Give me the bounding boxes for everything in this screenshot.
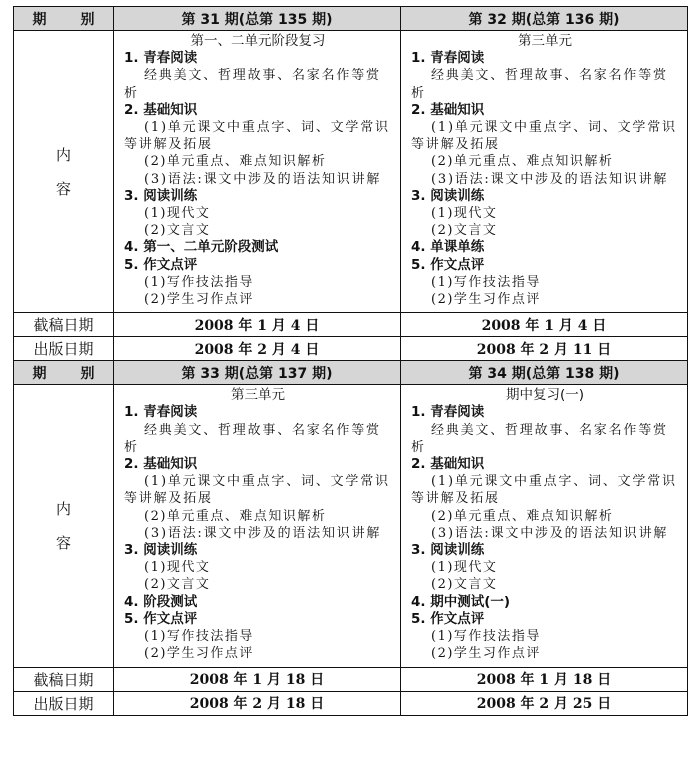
issue-content <box>401 385 688 667</box>
issue-header-row <box>14 361 688 385</box>
section-heading: 1. 青春阅读 <box>411 404 485 421</box>
section-heading: 4. 单课单练 <box>411 239 485 256</box>
issue-number: 第 34 期(总第 138 期) <box>401 361 688 385</box>
publish-date: 2008 年 2 月 25 日 <box>401 691 688 715</box>
section-heading: 2. 基础知识 <box>411 456 485 473</box>
issue-schedule-table <box>13 6 688 716</box>
deadline-row <box>14 313 688 337</box>
content-label-char: 内 <box>55 499 71 518</box>
section-item: (1)现代文 <box>431 560 498 576</box>
section-heading: 5. 作文点评 <box>124 610 198 627</box>
section-item: (1)现代文 <box>431 206 498 222</box>
section-heading: 5. 作文点评 <box>411 610 485 627</box>
content-label-char: 内 <box>55 145 71 164</box>
section-heading: 3. 阅读训练 <box>411 187 485 204</box>
section-heading: 3. 阅读训练 <box>124 187 198 204</box>
section-item: (2)单元重点、难点知识解析 <box>431 154 614 170</box>
issue-label <box>14 361 114 385</box>
publish-row <box>14 691 688 715</box>
section-heading: 3. 阅读训练 <box>124 542 198 559</box>
section-text: 经典美文、哲理故事、名家名作等赏析 <box>411 68 668 101</box>
issue-content <box>401 31 688 313</box>
section-item: (2)文言文 <box>144 223 211 239</box>
issue-label-char: 别 <box>80 365 95 382</box>
section-item: (2)文言文 <box>431 223 498 239</box>
deadline-date: 2008 年 1 月 4 日 <box>114 313 401 337</box>
section-item: (3)语法:课文中涉及的语法知识讲解 <box>431 171 669 187</box>
section-item: (2)学生习作点评 <box>431 292 541 308</box>
section-heading: 2. 基础知识 <box>124 101 198 118</box>
schedule-table-wrapper <box>13 6 687 716</box>
section-heading: 1. 青春阅读 <box>124 50 198 67</box>
publish-date: 2008 年 2 月 11 日 <box>401 337 688 361</box>
section-item: (2)单元重点、难点知识解析 <box>431 508 614 524</box>
section-item: (1)单元课文中重点字、词、文学常识等讲解及拓展 <box>124 474 390 507</box>
unit-title: 期中复习(一) <box>505 387 585 404</box>
content-label <box>14 31 114 313</box>
section-item: (2)学生习作点评 <box>144 292 254 308</box>
publish-label: 出版日期 <box>14 337 114 361</box>
deadline-label: 截稿日期 <box>14 313 114 337</box>
section-text: 经典美文、哲理故事、名家名作等赏析 <box>124 68 381 101</box>
section-heading: 4. 期中测试(一) <box>411 593 511 610</box>
section-item: (2)单元重点、难点知识解析 <box>144 508 327 524</box>
publish-date: 2008 年 2 月 4 日 <box>114 337 401 361</box>
section-item: (2)学生习作点评 <box>144 646 254 662</box>
deadline-date: 2008 年 1 月 4 日 <box>401 313 688 337</box>
section-text: 经典美文、哲理故事、名家名作等赏析 <box>411 422 668 455</box>
section-heading: 1. 青春阅读 <box>124 404 198 421</box>
section-item: (3)语法:课文中涉及的语法知识讲解 <box>431 525 669 541</box>
section-item: (1)单元课文中重点字、词、文学常识等讲解及拓展 <box>124 120 390 153</box>
issue-content <box>114 31 401 313</box>
section-heading: 3. 阅读训练 <box>411 542 485 559</box>
section-item: (3)语法:课文中涉及的语法知识讲解 <box>144 525 382 541</box>
section-heading: 1. 青春阅读 <box>411 50 485 67</box>
section-item: (1)写作技法指导 <box>431 629 541 645</box>
section-item: (1)写作技法指导 <box>431 274 541 290</box>
section-item: (1)现代文 <box>144 560 211 576</box>
deadline-row <box>14 667 688 691</box>
section-item: (1)单元课文中重点字、词、文学常识等讲解及拓展 <box>411 474 677 507</box>
section-item: (2)文言文 <box>144 577 211 593</box>
issue-number: 第 32 期(总第 136 期) <box>401 7 688 31</box>
issue-label-char: 别 <box>80 11 95 28</box>
section-item: (1)单元课文中重点字、词、文学常识等讲解及拓展 <box>411 120 677 153</box>
issue-number: 第 33 期(总第 137 期) <box>114 361 401 385</box>
issue-header-row <box>14 7 688 31</box>
section-heading: 4. 阶段测试 <box>124 593 198 610</box>
deadline-date: 2008 年 1 月 18 日 <box>114 667 401 691</box>
section-item: (2)文言文 <box>431 577 498 593</box>
deadline-date: 2008 年 1 月 18 日 <box>401 667 688 691</box>
content-row <box>14 31 688 313</box>
unit-title: 第一、二单元阶段复习 <box>190 33 326 49</box>
section-item: (2)单元重点、难点知识解析 <box>144 154 327 170</box>
content-label-char: 容 <box>55 179 71 198</box>
section-heading: 4. 第一、二单元阶段测试 <box>124 239 279 256</box>
issue-content <box>114 385 401 667</box>
issue-label-char: 期 <box>32 365 47 382</box>
section-heading: 2. 基础知识 <box>411 101 485 118</box>
issue-label-char: 期 <box>32 11 47 28</box>
publish-row <box>14 337 688 361</box>
section-item: (1)现代文 <box>144 206 211 222</box>
section-heading: 5. 作文点评 <box>411 256 485 273</box>
section-text: 经典美文、哲理故事、名家名作等赏析 <box>124 422 381 455</box>
publish-date: 2008 年 2 月 18 日 <box>114 691 401 715</box>
section-heading: 2. 基础知识 <box>124 456 198 473</box>
section-item: (3)语法:课文中涉及的语法知识讲解 <box>144 171 382 187</box>
content-row <box>14 385 688 667</box>
section-item: (1)写作技法指导 <box>144 274 254 290</box>
section-heading: 5. 作文点评 <box>124 256 198 273</box>
section-item: (1)写作技法指导 <box>144 629 254 645</box>
deadline-label: 截稿日期 <box>14 667 114 691</box>
issue-number: 第 31 期(总第 135 期) <box>114 7 401 31</box>
unit-title: 第三单元 <box>518 33 572 49</box>
issue-label <box>14 7 114 31</box>
content-label <box>14 385 114 667</box>
publish-label: 出版日期 <box>14 691 114 715</box>
content-label-char: 容 <box>55 533 71 552</box>
section-item: (2)学生习作点评 <box>431 646 541 662</box>
unit-title: 第三单元 <box>231 387 285 404</box>
